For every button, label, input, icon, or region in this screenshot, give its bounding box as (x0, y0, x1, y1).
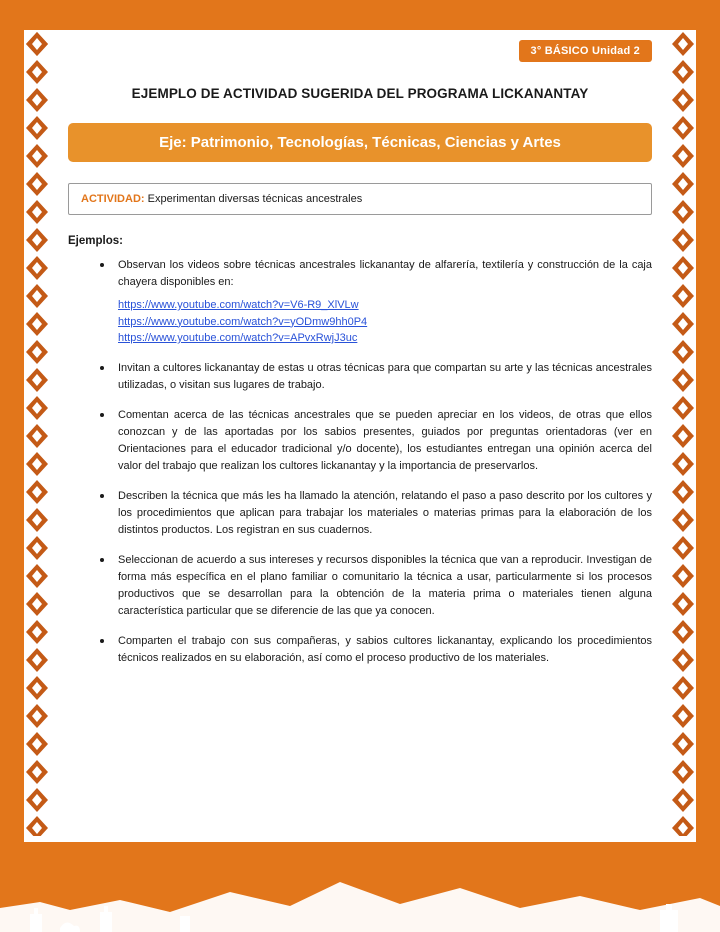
activity-label: ACTIVIDAD: (81, 193, 145, 205)
page-title: EJEMPLO DE ACTIVIDAD SUGERIDA DEL PROGRAMA LICKANANTAY (131, 86, 589, 101)
list-item: Comparten el trabajo con sus compañeras, y sabios cultores lickanantay, explicando los procedimientos técnicos realizados en su elaboración, así como el proceso productivo de los materiales. (100, 633, 652, 667)
list-item: Describen la técnica que más les ha llamado la atención, relatando el paso a paso descrito por los cultores y los procedimientos que aplican para trabajar los materiales o materias primas para la elaboración de los distintos productos. Los registran en sus cuadernos. (100, 488, 652, 539)
list-item: Comentan acerca de las técnicas ancestrales que se pueden apreciar en los videos, de otras que ellos conozcan y de las aportadas por los sabios presentes, guiados por preguntas orientadoras (ver en Orientaciones para el educador tradicional y/o docente), los estudiantes entregan una opinión acerca del valor del trabajo que realizan los cultores lickanantay y la importancia de preservarlos. (100, 407, 652, 475)
andean-pattern-icon (670, 30, 696, 842)
examples-list (68, 257, 652, 667)
list-item (100, 257, 652, 347)
left-decorative-band (24, 30, 50, 842)
eje-banner: Eje: Patrimonio, Tecnologías, Técnicas, Ciencias y Artes (68, 123, 652, 162)
andean-pattern-icon (24, 30, 50, 842)
right-orange-margin (696, 30, 720, 842)
top-orange-bar (0, 0, 720, 30)
list-item (118, 297, 652, 314)
altiplano-silhouette-icon (0, 862, 720, 932)
document-content (68, 34, 652, 680)
list-item (118, 330, 652, 347)
unit-badge: 3° BÁSICO Unidad 2 (519, 40, 652, 62)
video-links-list (118, 297, 652, 347)
video-link[interactable]: https://www.youtube.com/watch?v=V6-R9_XlVLw (118, 299, 359, 312)
video-link[interactable]: https://www.youtube.com/watch?v=yODmw9hh0P4 (118, 315, 368, 328)
right-decorative-band (670, 30, 696, 842)
activity-box (68, 183, 652, 215)
list-item: Seleccionan de acuerdo a sus intereses y recursos disponibles la técnica que van a reproducir. Investigan de forma más específica en el plano familiar o comunitario la técnica a usar, particularmente si los procesos productivos que se desarrollan para la obtención de la materia prima o materiales tienen alguna característica particular que se diferencie de las que ya conocen. (100, 552, 652, 620)
bottom-white-gap (24, 836, 696, 842)
left-orange-margin (0, 30, 24, 842)
bottom-orange-band (0, 842, 720, 932)
list-item-text: Observan los videos sobre técnicas ancestrales lickanantay de alfarería, textilería y construcción de la caja chayera disponibles en: (118, 259, 652, 289)
list-item (118, 314, 652, 331)
list-item: Invitan a cultores lickanantay de estas u otras técnicas para que compartan su arte y las técnicas ancestrales utilizadas, o visitan sus lugares de trabajo. (100, 360, 652, 394)
activity-text: Experimentan diversas técnicas ancestrales (144, 193, 363, 205)
video-link[interactable]: https://www.youtube.com/watch?v=APvxRwjJ3uc (118, 332, 358, 345)
examples-heading: Ejemplos: (68, 235, 123, 247)
